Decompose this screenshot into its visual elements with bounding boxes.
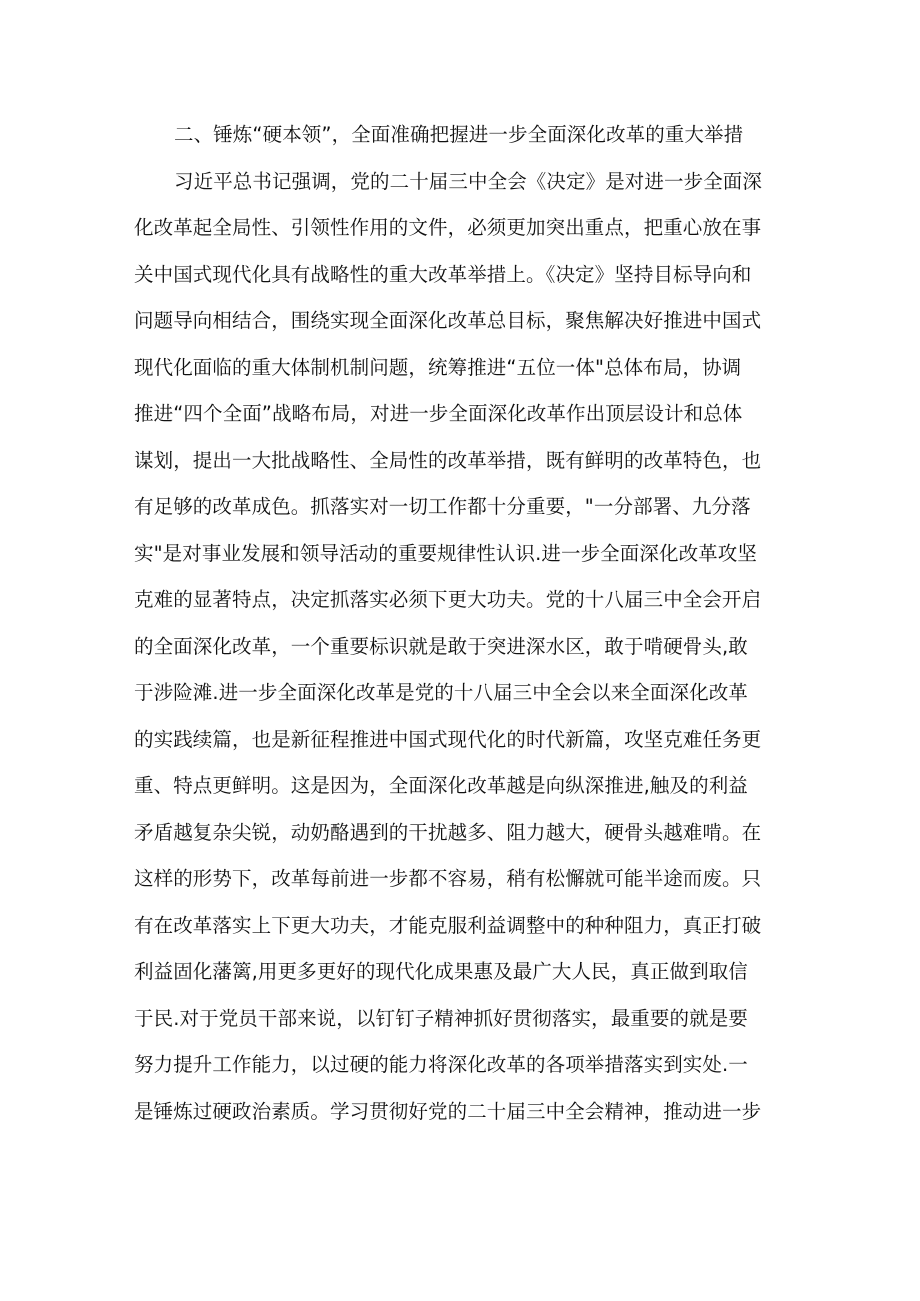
paragraph-line: 的全面深化改革，一个重要标识就是敢于突进深水区，敢于啃硬骨头,敢 [134,634,748,658]
paragraph-line: 关中国式现代化具有战略性的重大改革举措上。《决定》坚持目标导向和 [134,262,752,286]
paragraph-line: 矛盾越复杂尖锐，动奶酪遇到的干扰越多、阻力越大，硬骨头越难啃。在 [134,820,762,844]
paragraph-line: 有足够的改革成色。抓落实对一切工作都十分重要，"一分部署、九分落 [134,495,751,518]
paragraph-line: 利益固化藩篱,用更多更好的现代化成果惠及最广大人民，真正做到取信 [134,960,748,983]
paragraph-line: 实"是对事业发展和领导活动的重要规律性认识.进一步全面深化改革攻坚 [134,541,757,565]
paragraph-line: 问题导向相结合，围绕实现全面深化改革总目标，聚焦解决好推进中国式 [134,309,762,332]
paragraph-line: 于民.对于党员干部来说，以钉钉子精神抓好贯彻落实，最重要的就是要 [134,1006,748,1030]
paragraph-line: 努力提升工作能力，以过硬的能力将深化改革的各项举措落实到实处.一 [134,1053,748,1076]
paragraph-line: 于涉险滩.进一步全面深化改革是党的十八届三中全会以来全面深化改革 [134,681,748,704]
paragraph-line: 这样的形势下，改革每前进一步都不容易，稍有松懈就可能半途而废。只 [134,867,762,890]
paragraph-line: 推进“四个全面”战略布局，对进一步全面深化改革作出顶层设计和总体 [134,402,743,425]
paragraph-line: 重、特点更鲜明。这是因为，全面深化改革越是向纵深推进,触及的利益 [134,774,748,797]
body-text [134,112,774,1135]
paragraph-line: 谋划，提出一大批战略性、全局性的改革举措，既有鲜明的改革特色，也 [134,448,762,472]
paragraph-line: 习近平总书记强调，党的二十届三中全会《决定》是对进一步全面深 [174,169,763,193]
paragraph-line: 克难的显著特点，决定抓落实必须下更大功夫。党的十八届三中全会开启 [134,588,762,611]
paragraph-line: 化改革起全局性、引领性作用的文件，必须更加突出重点，把重心放在事 [134,216,762,239]
paragraph-line: 有在改革落实上下更大功夫，才能克服利益调整中的种种阻力，真正打破 [134,913,762,937]
section-heading: 二、锤炼“硬本领”，全面准确把握进一步全面深化改革的重大举措 [174,123,744,146]
paragraph-line: 的实践续篇，也是新征程推进中国式现代化的时代新篇，攻坚克难任务更 [134,727,762,751]
paragraph-line: 是锤炼过硬政治素质。学习贯彻好党的二十届三中全会精神，推动进一步 [134,1099,762,1123]
paragraph-line: 现代化面临的重大体制机制问题，统筹推进“五位一体"总体布局，协调 [134,355,742,379]
